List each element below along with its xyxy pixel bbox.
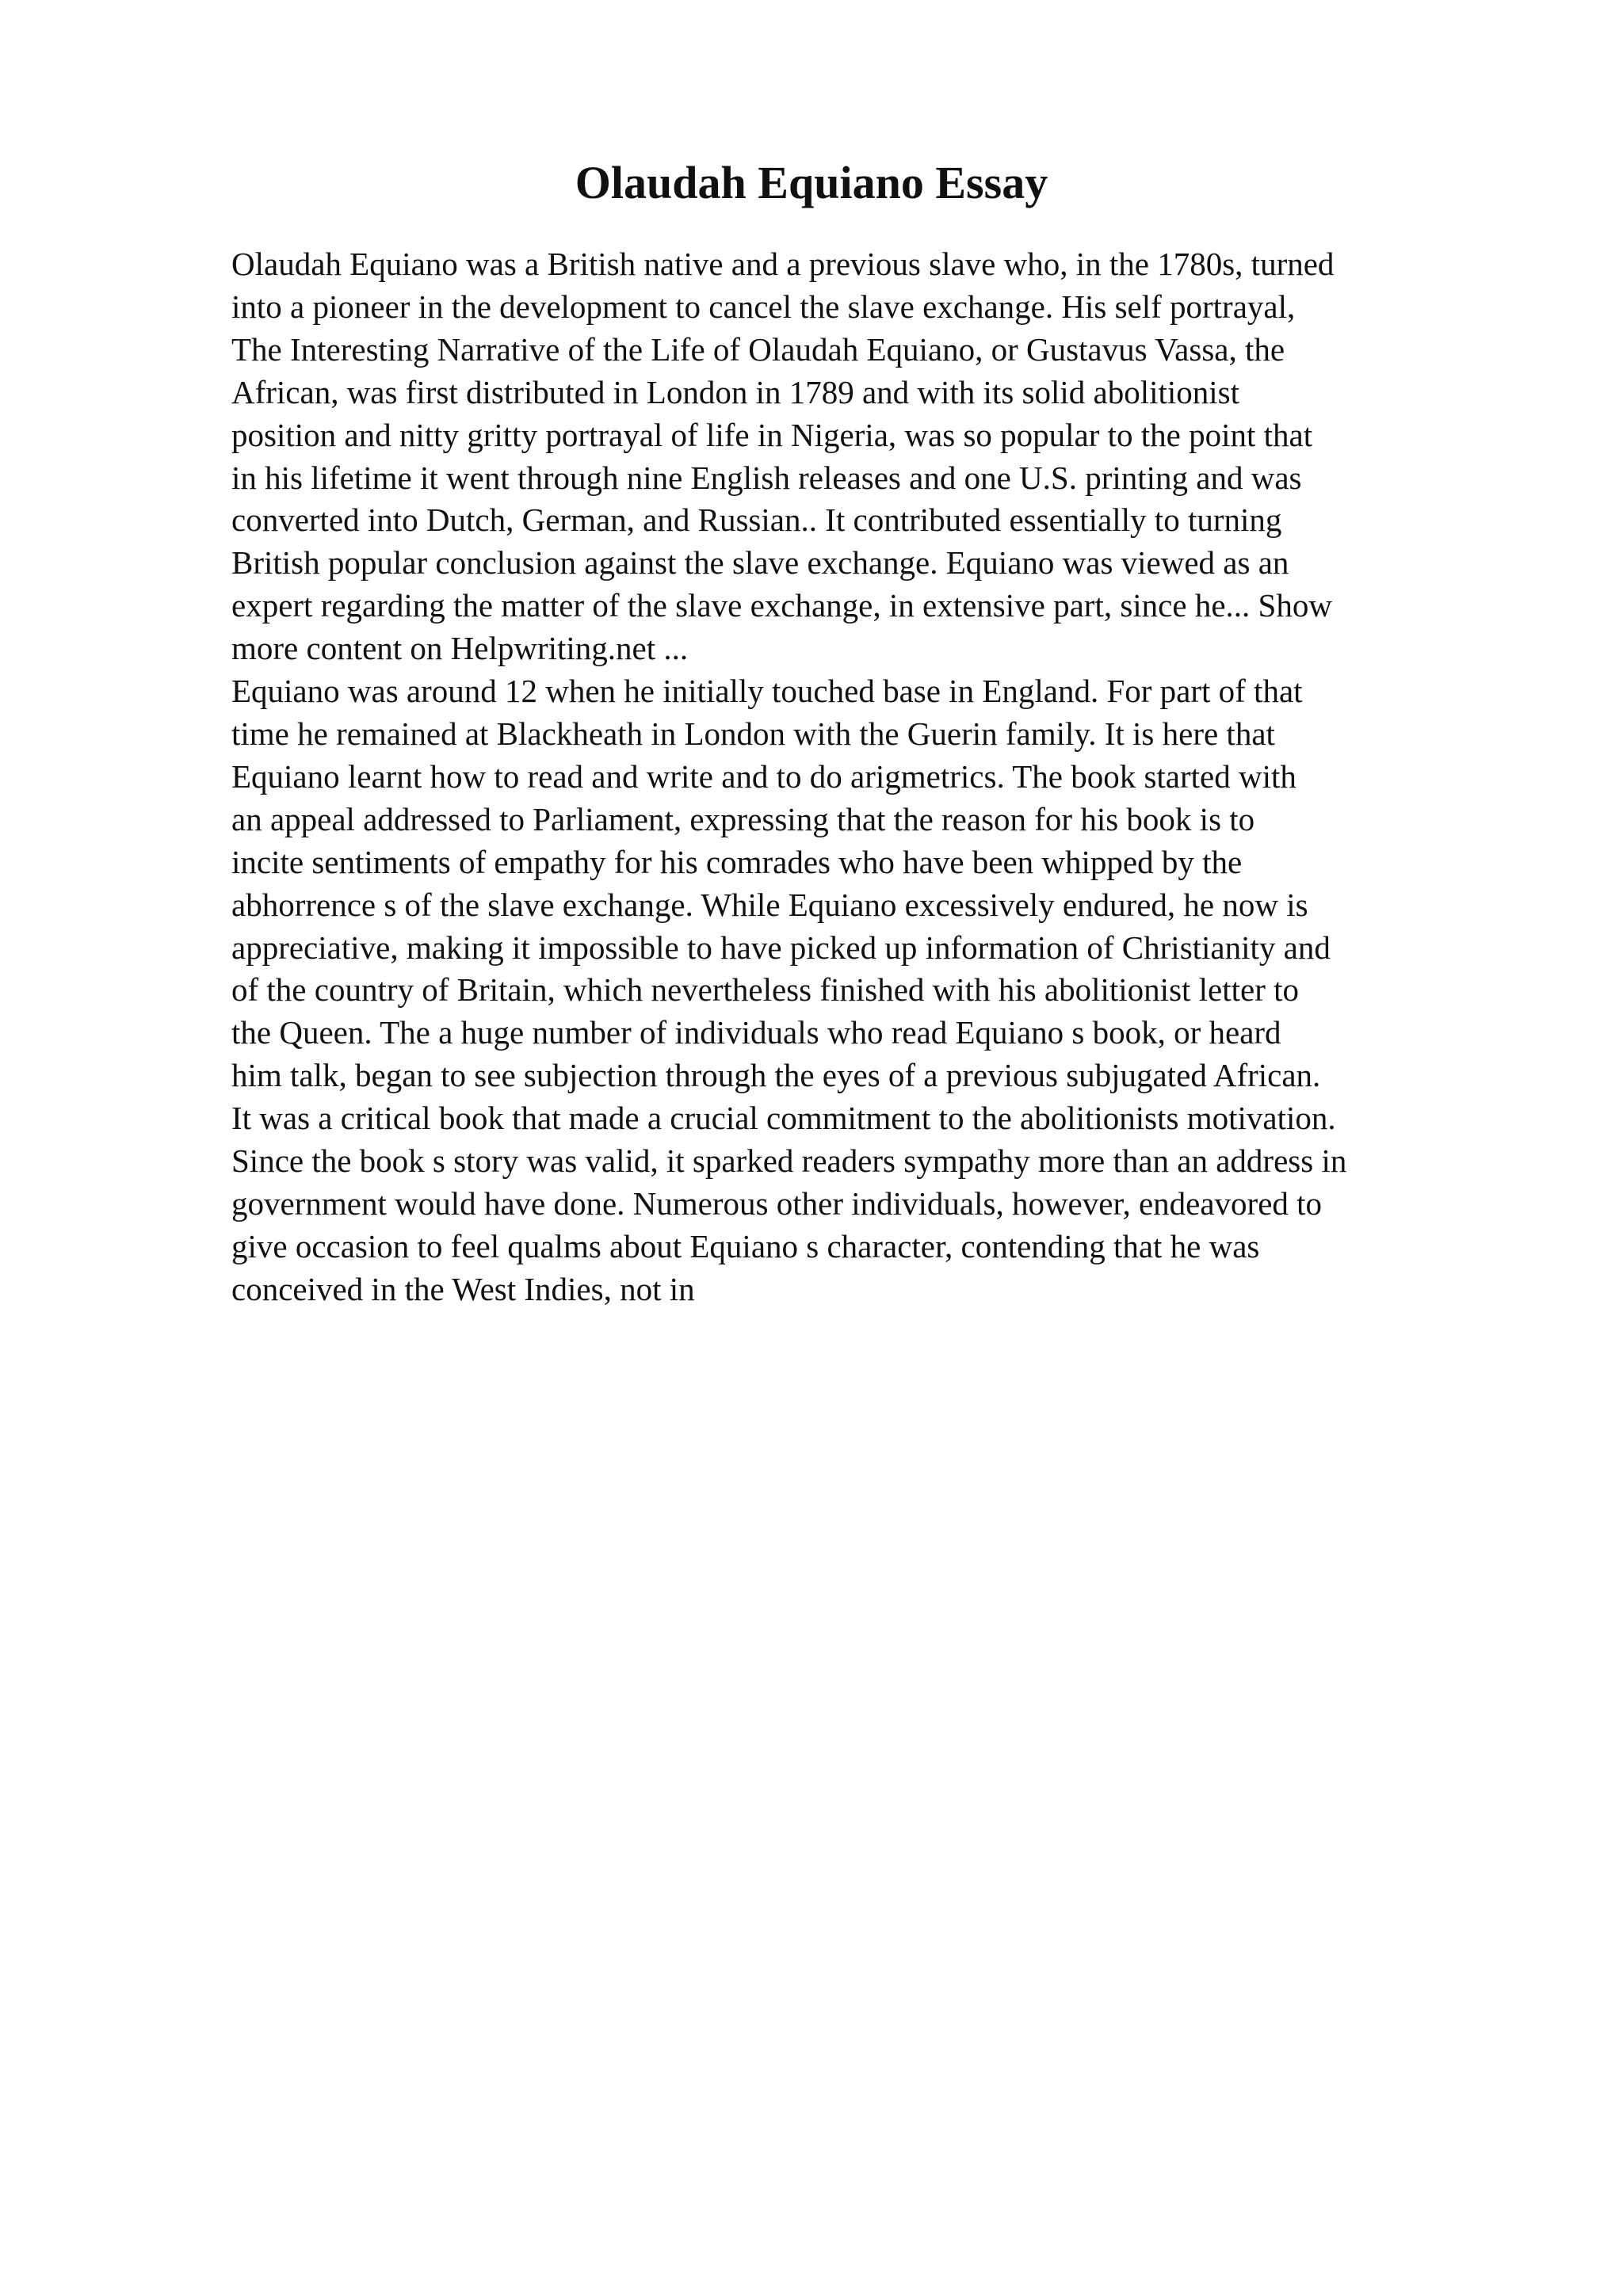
text-line: African, was first distributed in London in 1789 and with its solid abolitionist bbox=[231, 373, 1240, 410]
text-line: Equiano learnt how to read and write and to do arigmetrics. The book started with bbox=[231, 757, 1296, 795]
text-line: abhorrence s of the slave exchange. While Equiano excessively endured, he now is bbox=[231, 886, 1308, 923]
text-line: the Queen. The a huge number of individuals who read Equiano s book, or heard bbox=[231, 1014, 1281, 1051]
text-line: converted into Dutch, German, and Russian.. It contributed essentially to turning bbox=[231, 502, 1282, 539]
essay-title: Olaudah Equiano Essay bbox=[575, 157, 1048, 208]
text-line: expert regarding the matter of the slave exchange, in extensive part, since he... Show bbox=[231, 587, 1332, 624]
text-line: It was a critical book that made a crucial commitment to the abolitionists motivation. bbox=[231, 1100, 1336, 1137]
text-line: an appeal addressed to Parliament, expressing that the reason for his book is to bbox=[231, 800, 1255, 837]
text-line: give occasion to feel qualms about Equiano s character, contending that he was bbox=[231, 1227, 1260, 1264]
text-line: time he remained at Blackheath in London with the Guerin family. It is here that bbox=[231, 715, 1275, 752]
text-line: government would have done. Numerous other individuals, however, endeavored to bbox=[231, 1184, 1323, 1222]
text-line: conceived in the West Indies, not in bbox=[231, 1270, 695, 1307]
text-line: Olaudah Equiano was a British native and a previous slave who, in the 1780s, turned bbox=[231, 246, 1335, 282]
text-line: British popular conclusion against the slave exchange. Equiano was viewed as an bbox=[231, 544, 1289, 582]
text-line: of the country of Britain, which nevertheless finished with his abolitionist letter to bbox=[231, 971, 1300, 1009]
text-line: more content on Helpwriting.net ... bbox=[231, 630, 689, 667]
essay-body bbox=[231, 243, 1547, 1311]
text-line: in his lifetime it went through nine English releases and one U.S. printing and was bbox=[231, 459, 1302, 496]
text-line: The Interesting Narrative of the Life of Olaudah Equiano, or Gustavus Vassa, the bbox=[231, 330, 1285, 368]
text-line: position and nitty gritty portrayal of life in Nigeria, was so popular to the point that bbox=[231, 416, 1313, 453]
text-line: him talk, began to see subjection through the eyes of a previous subjugated African. bbox=[231, 1057, 1321, 1094]
text-line: appreciative, making it impossible to have picked up information of Christianity and bbox=[231, 929, 1331, 966]
text-line: Equiano was around 12 when he initially touched base in England. For part of that bbox=[231, 673, 1303, 710]
text-line: incite sentiments of empathy for his comrades who have been whipped by the bbox=[231, 843, 1243, 880]
text-line: into a pioneer in the development to cancel the slave exchange. His self portrayal, bbox=[231, 288, 1296, 325]
text-line: Since the book s story was valid, it sparked readers sympathy more than an address in bbox=[231, 1142, 1347, 1180]
